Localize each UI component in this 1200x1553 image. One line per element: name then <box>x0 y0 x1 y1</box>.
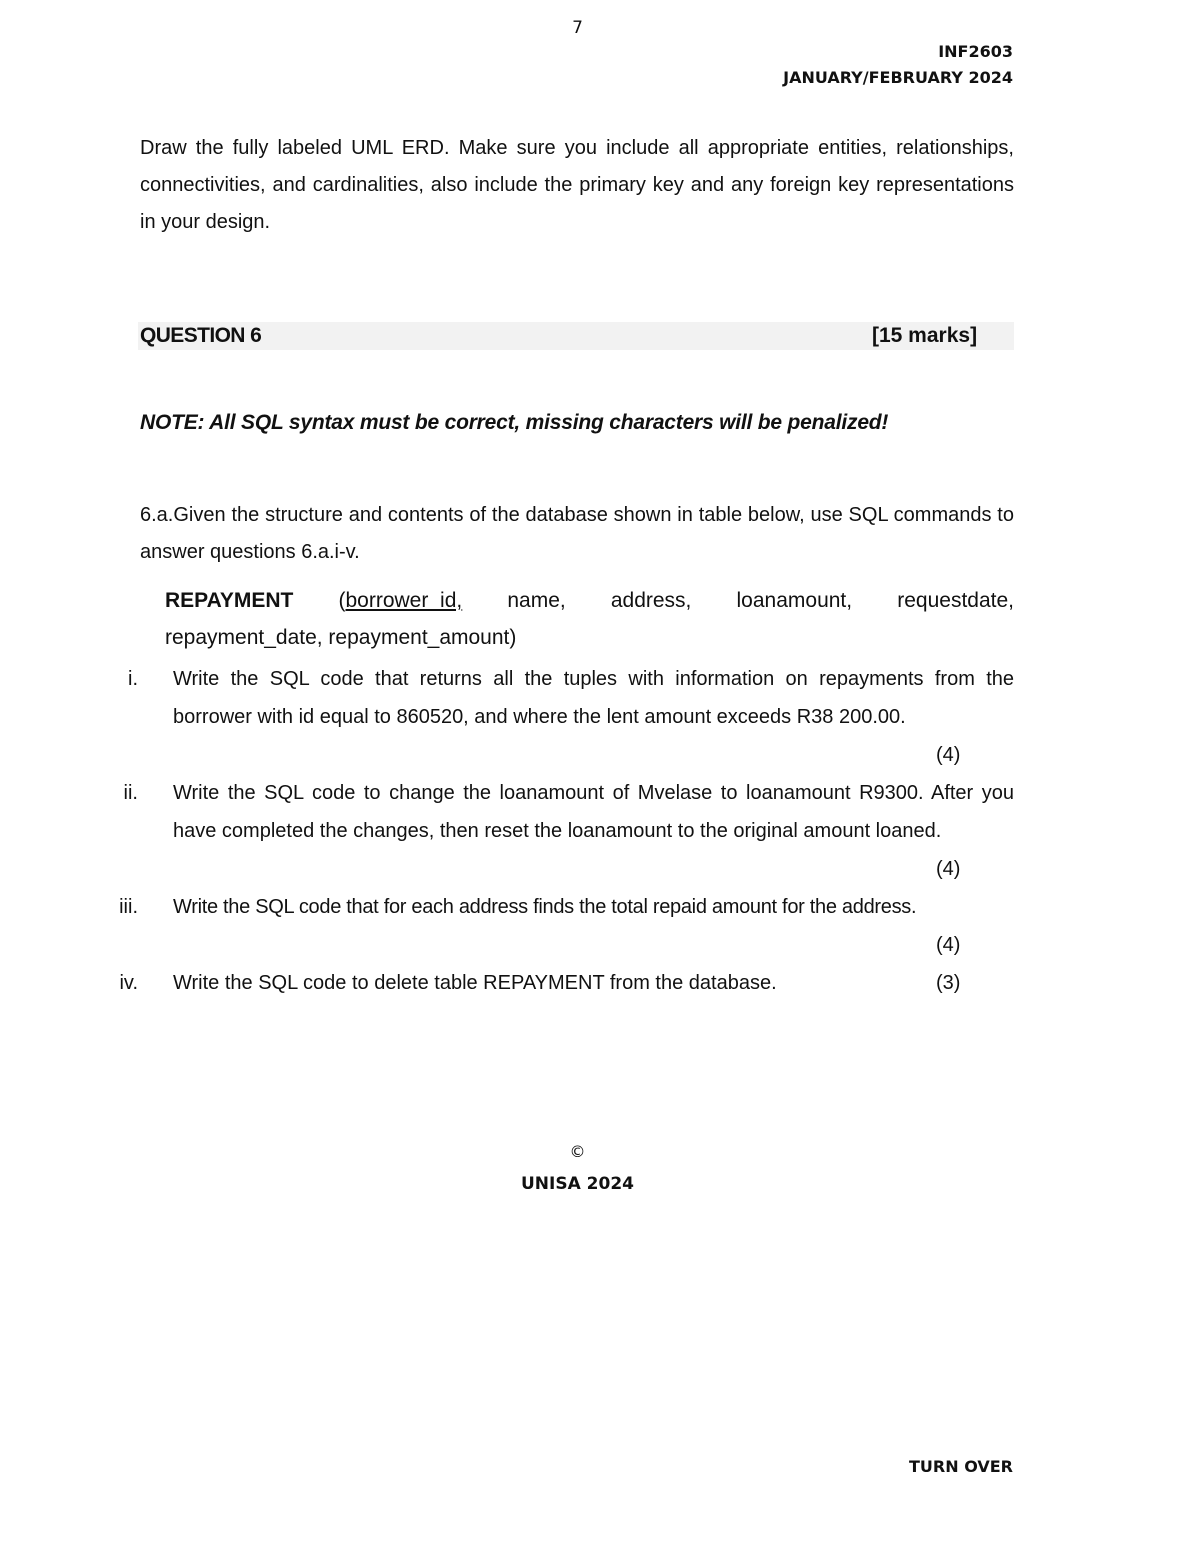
item-text: Write the SQL code that returns all the tuples with information on repayments from the borrower with id equal to 860520, and where the lent amount exceeds R38 200.00. <box>173 668 1014 728</box>
item-numeral: iii. <box>119 896 138 918</box>
part-a-intro: 6.a.Given the structure and contents of the database shown in table below, use SQL commands to answer questions 6.a.i-v. <box>140 504 1014 563</box>
schema-attribute: name, <box>507 589 566 612</box>
intro-paragraph: Draw the fully labeled UML ERD. Make sure you include all appropriate entities, relationships, connectivities, and cardinalities, also include the primary key and any foreign key representations in your design. <box>140 137 1014 233</box>
copyright-text: UNISA 2024 <box>521 1174 634 1194</box>
schema-primary-key-group <box>338 582 462 619</box>
schema-primary-key: borrower_id, <box>345 589 463 612</box>
course-code: INF2603 <box>938 42 1013 61</box>
question-marks: [15 marks] <box>872 324 978 347</box>
schema-line-2: repayment_date, repayment_amount) <box>165 626 517 649</box>
schema-attribute: address, <box>610 589 692 612</box>
item-marks: (4) <box>936 858 961 880</box>
sql-note: NOTE: All SQL syntax must be correct, missing characters will be penalized! <box>140 411 889 434</box>
item-numeral: i. <box>128 668 138 690</box>
schema-line-1 <box>165 582 1014 619</box>
item-numeral: iv. <box>119 972 138 994</box>
exam-session: JANUARY/FEBRUARY 2024 <box>783 68 1013 87</box>
item-text: Write the SQL code to change the loanamount of Mvelase to loanamount R9300. After you have completed the changes, then reset the loanamount to the original amount loaned. <box>173 782 1014 842</box>
item-marks: (3) <box>936 972 961 994</box>
question-title: QUESTION 6 <box>140 324 262 347</box>
item-marks: (4) <box>936 934 961 956</box>
turn-over: TURN OVER <box>909 1457 1013 1476</box>
schema-table-name: REPAYMENT <box>165 589 294 612</box>
item-text: Write the SQL code to delete table REPAYMENT from the database. <box>173 972 777 994</box>
item-marks: (4) <box>936 744 961 766</box>
schema-open-paren: ( <box>338 589 346 612</box>
item-text: Write the SQL code that for each address finds the total repaid amount for the address. <box>173 896 917 918</box>
copyright-symbol: © <box>569 1142 586 1161</box>
schema-attribute: requestdate, <box>897 589 1014 612</box>
page-number: 7 <box>572 18 583 38</box>
relation-schema <box>165 582 1014 656</box>
schema-attribute: loanamount, <box>736 589 853 612</box>
item-numeral: ii. <box>123 782 138 804</box>
